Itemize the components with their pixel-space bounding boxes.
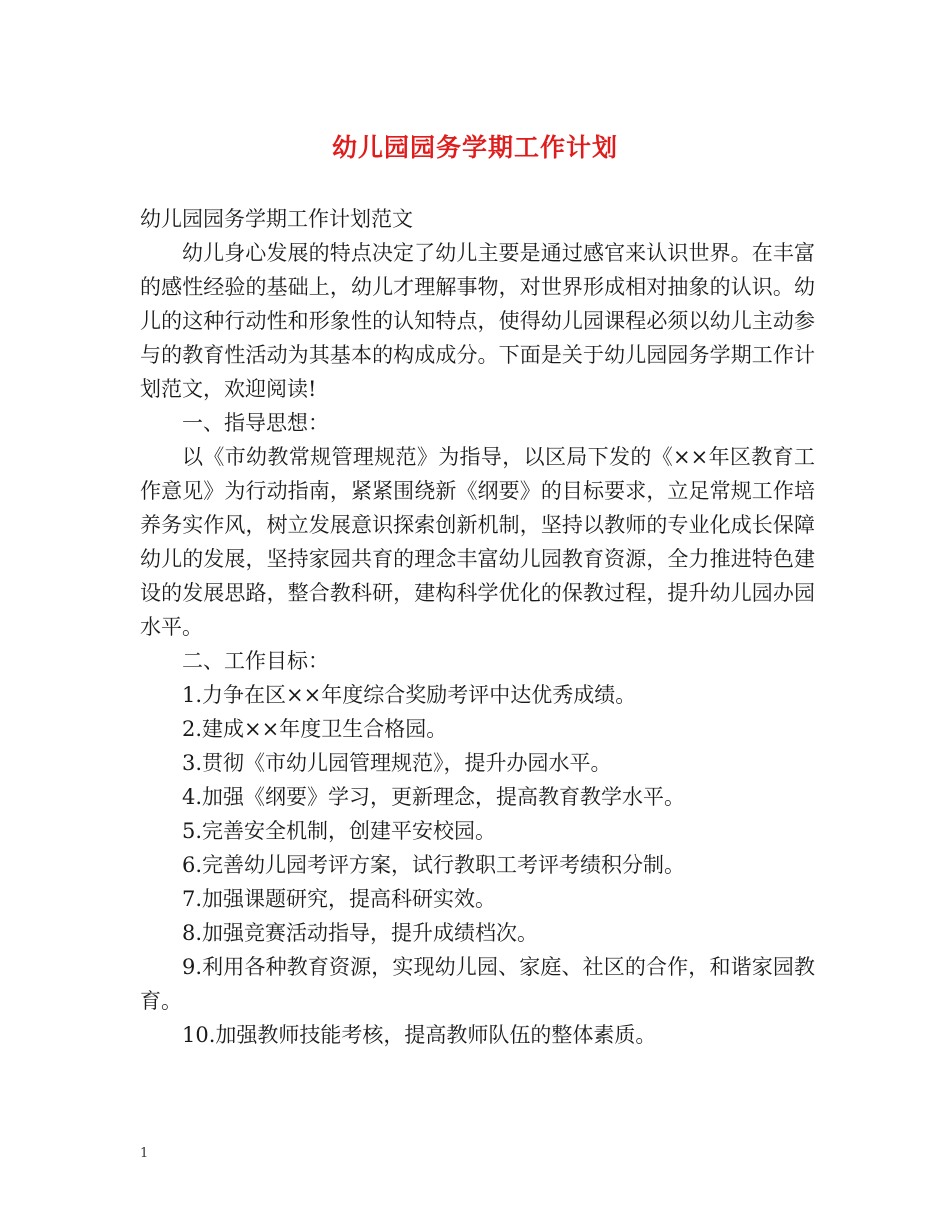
- section-heading-work-goals: 二、工作目标：: [182, 649, 329, 673]
- intro-paragraph: 幼儿身心发展的特点决定了幼儿主要是通过感官来认识世界。在丰富的感性经验的基础上，幼儿才理解事物，对世界形成相对抽象的认识。幼儿的这种行动性和形象性的认知特点，使得幼儿园课程必须以幼儿主动参与的教育性活动为其基本的构成成分。下面是关于幼儿园园务学期工作计划范文，欢迎阅读!: [140, 241, 815, 401]
- goal-item: 2.建成××年度卫生合格园。: [182, 717, 448, 741]
- document-title: 幼儿园园务学期工作计划: [331, 133, 618, 162]
- goal-item: 10.加强教师技能考核，提高教师队伍的整体素质。: [182, 1023, 657, 1047]
- document-body: [140, 202, 815, 1052]
- document-subtitle: 幼儿园园务学期工作计划范文: [140, 207, 413, 231]
- goal-item: 6.完善幼儿园考评方案，试行教职工考评考绩积分制。: [182, 853, 686, 877]
- goal-item: 9.利用各种教育资源，实现幼儿园、家庭、社区的合作，和谐家园教育。: [140, 955, 815, 1013]
- page-number: 1: [140, 1146, 149, 1161]
- goal-item: 4.加强《纲要》学习，更新理念，提高教育教学水平。: [182, 785, 686, 809]
- guiding-thought-paragraph: 以《市幼教常规管理规范》为指导，以区局下发的《××年区教育工作意见》为行动指南，紧紧围绕新《纲要》的目标要求，立足常规工作培养务实作风，树立发展意识探索创新机制，坚持以教师的专业化成长保障幼儿的发展，坚持家园共育的理念丰富幼儿园教育资源，全力推进特色建设的发展思路，整合教科研，建构科学优化的保教过程，提升幼儿园办园水平。: [140, 445, 815, 639]
- goal-item: 3.贯彻《市幼儿园管理规范》，提升办园水平。: [182, 751, 612, 775]
- goal-item: 1.力争在区××年度综合奖励考评中达优秀成绩。: [182, 683, 637, 707]
- section-heading-guiding-thought: 一、指导思想：: [182, 411, 329, 435]
- goal-item: 5.完善安全机制，创建平安校园。: [182, 819, 497, 843]
- goal-item: 8.加强竞赛活动指导，提升成绩档次。: [182, 921, 539, 945]
- goal-item: 7.加强课题研究，提高科研实效。: [182, 887, 497, 911]
